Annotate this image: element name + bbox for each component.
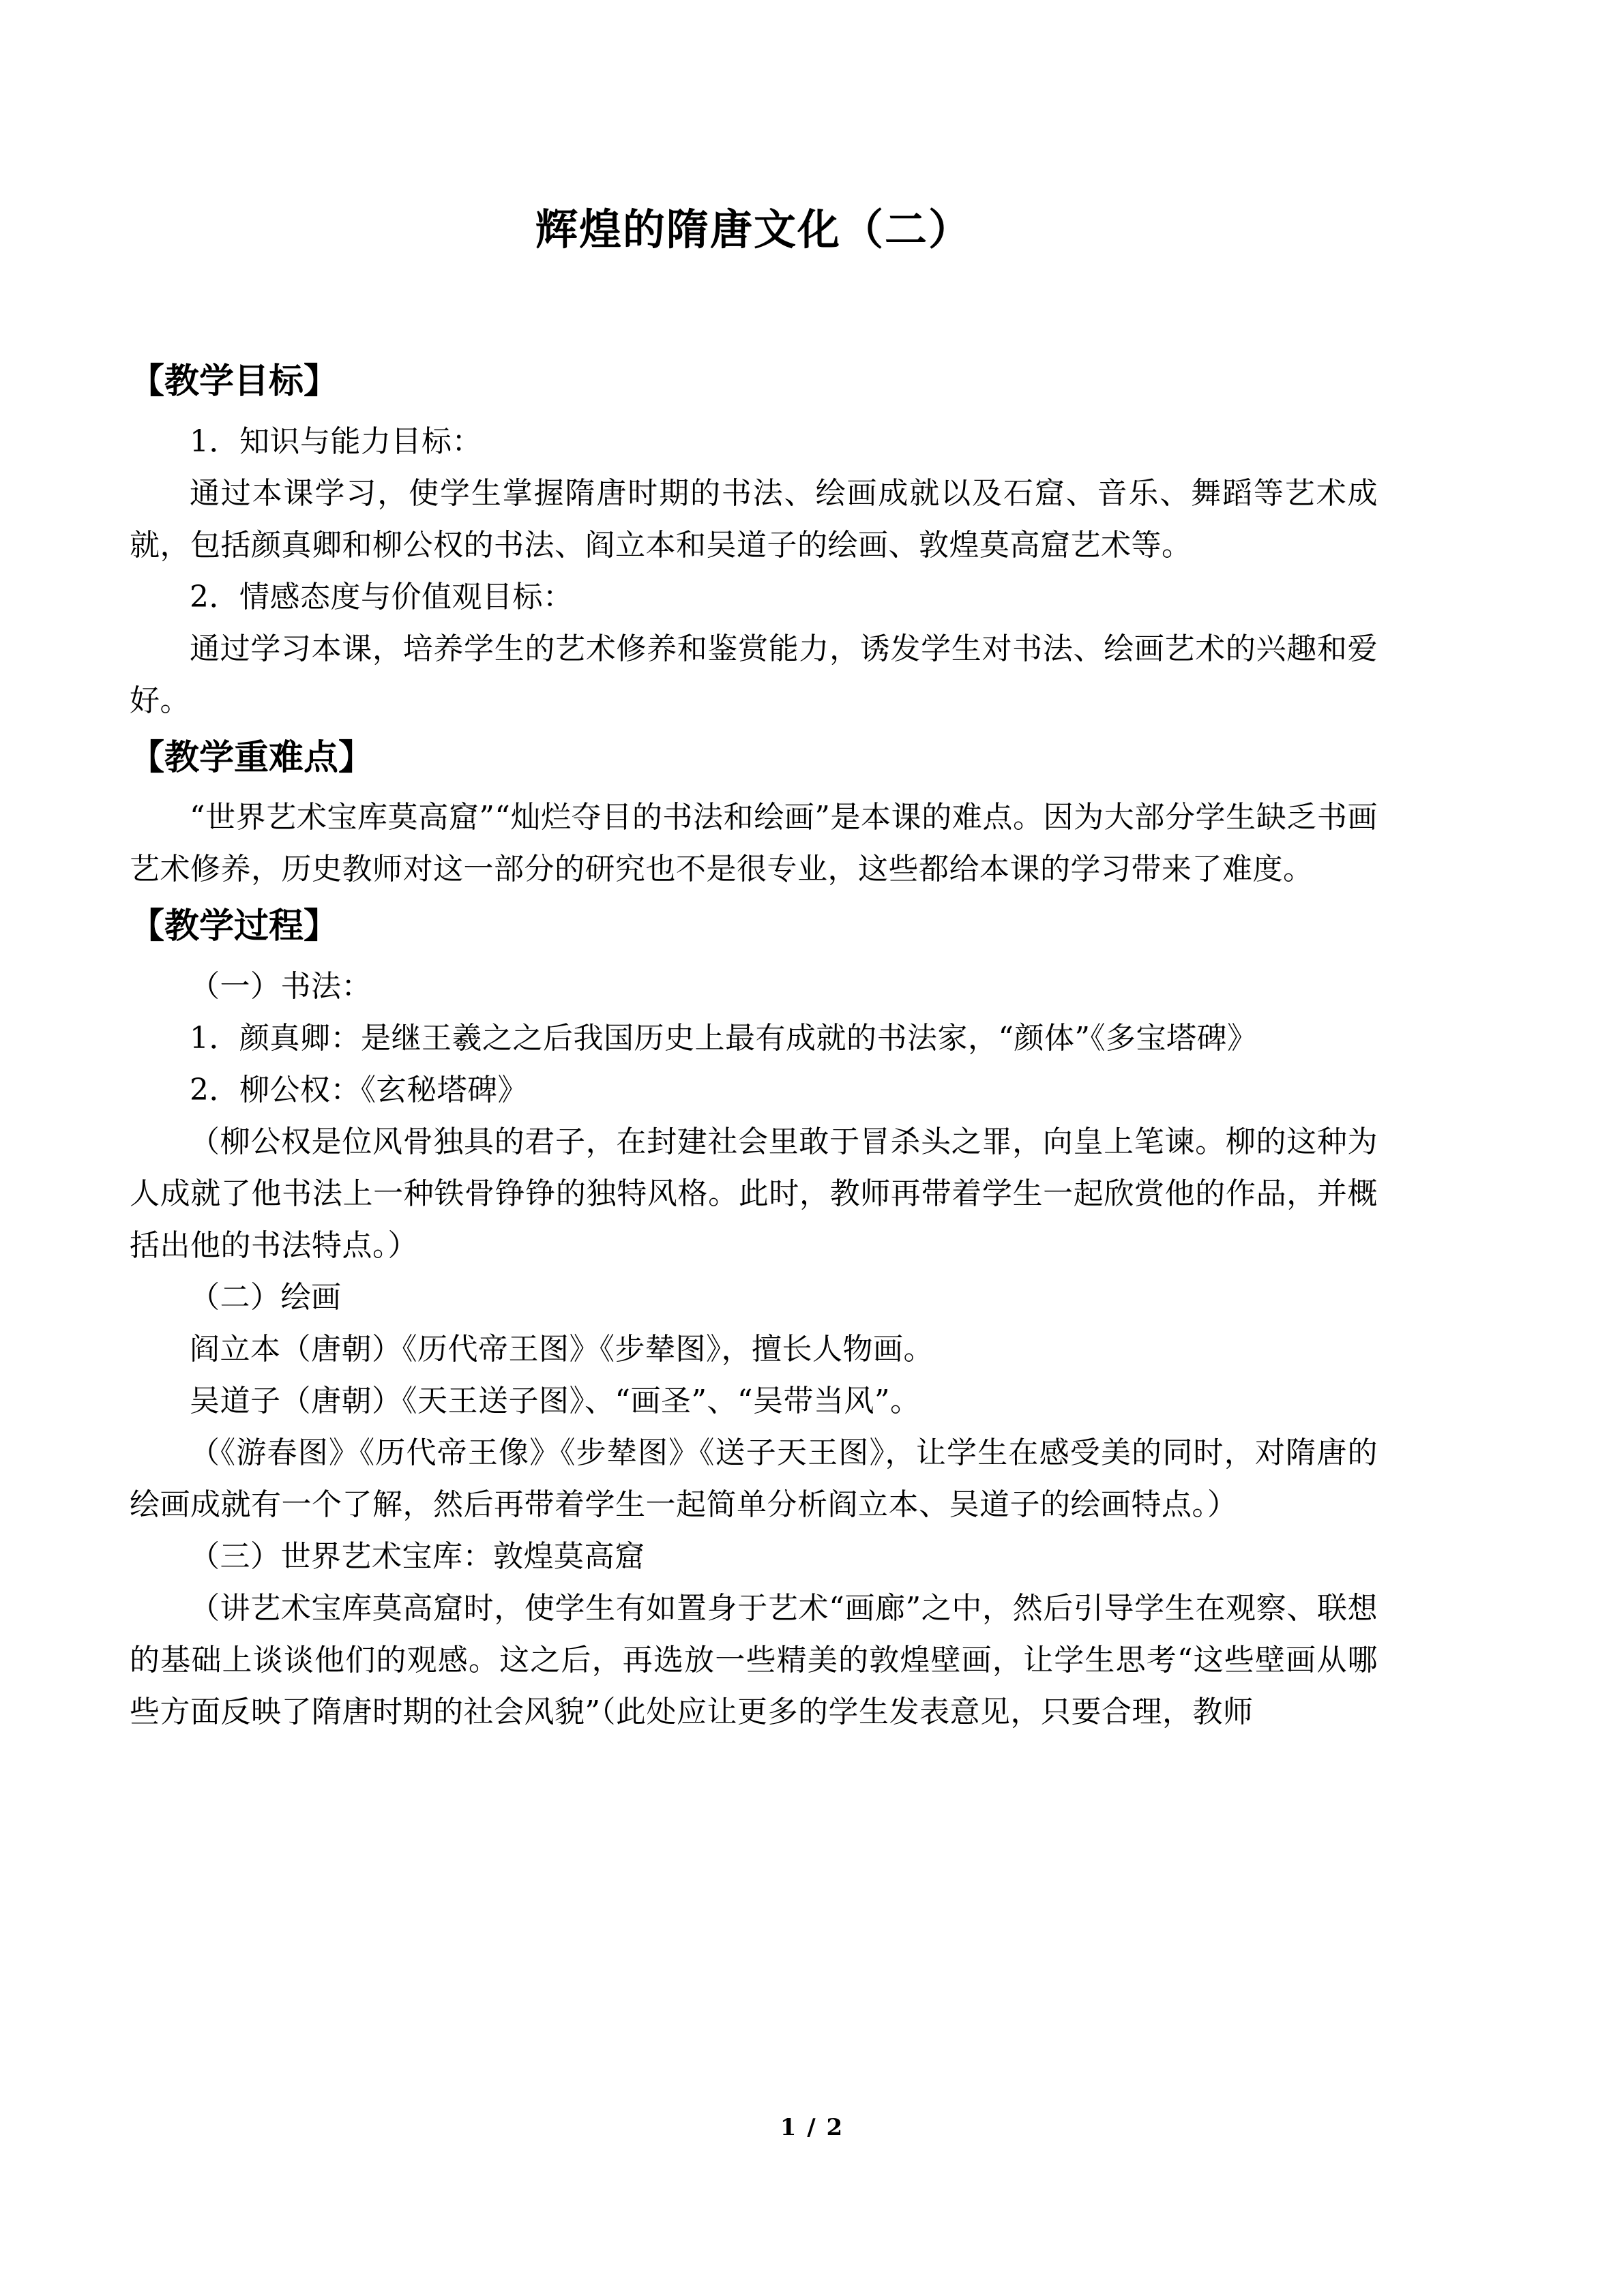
paragraph: 2．情感态度与价值观目标： [190, 579, 574, 614]
paragraph: （《游春图》《历代帝王像》《步辇图》《送子天王图》，让学生在感受美的同时，对隋唐的绘画成就有一个了解，然后再带着学生一起简单分析阎立本、吴道子的绘画特点。） [130, 1435, 1378, 1523]
paragraph: （三）世界艺术宝库：敦煌莫高窟 [190, 1539, 645, 1575]
section-heading-teaching-objectives: 【教学目标】 [130, 361, 339, 402]
paragraph: （二）绘画 [190, 1280, 342, 1315]
paragraph: 1．知识与能力目标： [190, 423, 482, 459]
spacer [130, 727, 1378, 736]
page-title: 辉煌的隋唐文化（二） [535, 205, 972, 254]
section-heading-key-difficulties: 【教学重难点】 [130, 737, 374, 778]
paragraph: 2．柳公权：《玄秘塔碑》 [190, 1073, 528, 1108]
paragraph: “世界艺术宝库莫高窟”“灿烂夺目的书法和绘画”是本课的难点。因为大部分学生缺乏书画艺术修养，历史教师对这一部分的研究也不是很专业，这些都给本课的学习带来了难度。 [130, 800, 1378, 887]
paragraph: （讲艺术宝库莫高窟时，使学生有如置身于艺术“画廊”之中，然后引导学生在观察、联想的基础上谈谈他们的观感。这之后，再选放一些精美的敦煌壁画，让学生思考“这些壁画从哪些方面反映了隋唐时期的社会风貌”（此处应让更多的学生发表意见，只要合理，教师 [130, 1591, 1378, 1730]
section-heading-teaching-process: 【教学过程】 [130, 906, 339, 947]
paragraph: 通过学习本课，培养学生的艺术修养和鉴赏能力，诱发学生对书法、绘画艺术的兴趣和爱好。 [130, 631, 1378, 718]
spacer [130, 779, 1378, 792]
spacer [130, 949, 1378, 961]
paragraph: 通过本课学习，使学生掌握隋唐时期的书法、绘画成就以及石窟、音乐、舞蹈等艺术成就，包括颜真卿和柳公权的书法、阎立本和吴道子的绘画、敦煌莫高窟艺术等。 [130, 475, 1378, 563]
document-body [130, 0, 1378, 1738]
page-number-footer: 1 / 2 [780, 2114, 844, 2141]
spacer [130, 284, 1378, 360]
paragraph: 吴道子（唐朝）《天王送子图》、“画圣”、“吴带当风”。 [190, 1384, 921, 1419]
paragraph: （柳公权是位风骨独具的君子，在封建社会里敢于冒杀头之罪，向皇上笔谏。柳的这种为人成就了他书法上一种铁骨铮铮的独特风格。此时，教师再带着学生一起欣赏他的作品，并概括出他的书法特点。） [130, 1124, 1378, 1264]
spacer [130, 895, 1378, 905]
paragraph: （一）书法： [190, 969, 372, 1004]
spacer [130, 404, 1378, 416]
paragraph: 阎立本（唐朝）《历代帝王图》《步辇图》，擅长人物画。 [190, 1332, 934, 1367]
paragraph: 1．颜真卿：是继王羲之之后我国历史上最有成就的书法家，“颜体”《多宝塔碑》 [190, 1021, 1258, 1056]
